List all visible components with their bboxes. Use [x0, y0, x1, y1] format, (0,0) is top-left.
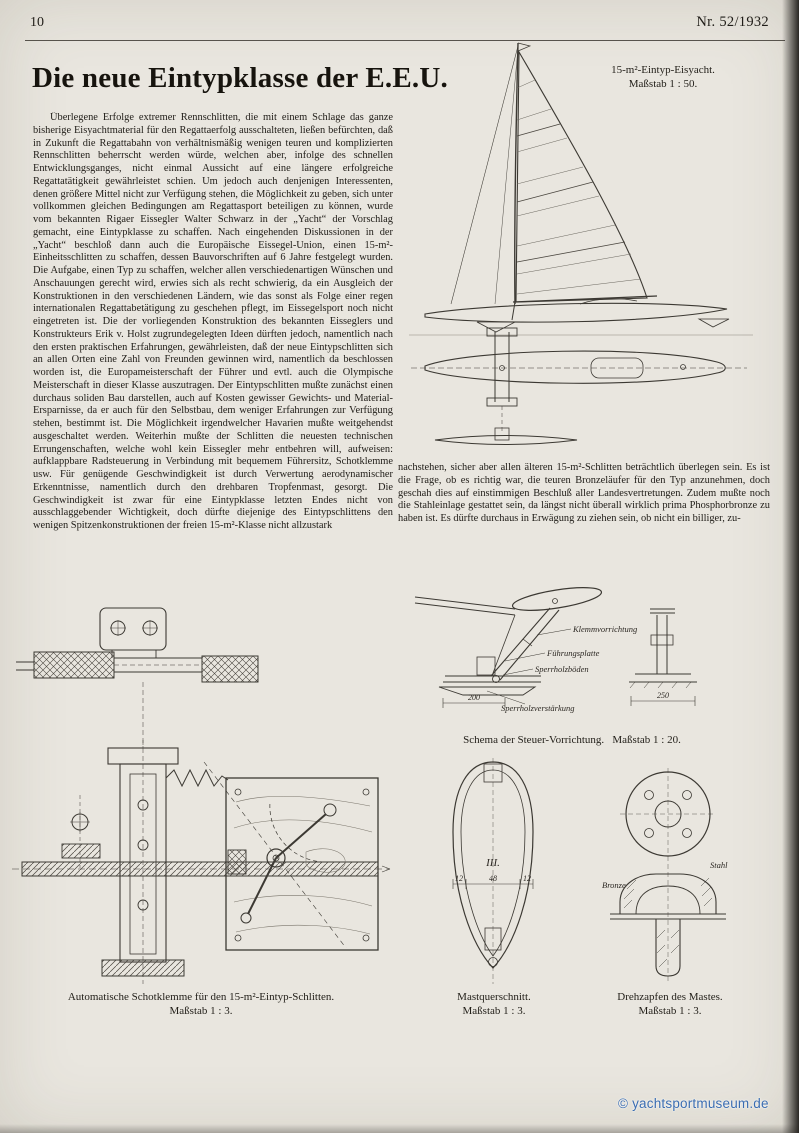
- label-klemmvorrichtung: Klemmvorrichtung: [573, 624, 638, 634]
- label-bronze: Bronze: [602, 880, 626, 890]
- article-body-right-column: nachstehen, sicher aber allen älteren 15-m²-Schlitten beträchtlich überlegen sein. Es ist die Frage, ob es richtig war, die teuren Bronzeläufer für den Typ anzunehmen, doch geschah dies auf einstimmigen Beschluß aller Landesvertretungen. Zudem mußte noch die Stahleinlage gestattet sein, da längst nicht überall wirklich prima Phosphorbronze zu haben ist. Es dürfte durchaus in Erwägung zu ziehen sein, ob nicht ein billiger, zu-: [398, 462, 770, 524]
- sheet-clamp-technical-drawing: [8, 600, 396, 988]
- mast-dim-mid: 48: [489, 874, 497, 883]
- yacht-caption-line2: Maßstab 1 : 50.: [628, 77, 698, 90]
- label-sperrholzverstaerkung: Sperrholzverstärkung: [501, 703, 575, 713]
- yacht-figure-caption: [558, 64, 768, 91]
- watermark: © yachtsportmuseum.de: [618, 1096, 769, 1111]
- scan-edge-right: [782, 0, 799, 1133]
- mast-dim-left: 12: [455, 874, 463, 883]
- mast-cross-section-drawing: [438, 756, 548, 986]
- issue-number: Nr. 52/1932: [696, 14, 769, 30]
- label-stahl: Stahl: [710, 860, 728, 870]
- yacht-caption-line1: 15-m²-Eintyp-Eisyacht.: [611, 64, 715, 76]
- mast-caption-line1: Mastquerschnitt.: [457, 991, 531, 1003]
- mast-dim-right: 12: [523, 874, 531, 883]
- steering-figure-caption: Schema der Steuer-Vorrichtung. Maßstab 1 : 20.: [463, 734, 681, 746]
- scan-edge-bottom: [0, 1124, 799, 1133]
- mast-section-roman-numeral: III.: [486, 857, 500, 869]
- pivot-caption-line2: Maßstab 1 : 3.: [638, 1004, 702, 1017]
- pivot-pin-caption: [588, 991, 752, 1018]
- ice-yacht-drawing: [395, 36, 770, 461]
- sheet-clamp-caption-line1: Automatische Schotklemme für den 15-m²-Eintyp-Schlitten.: [67, 991, 335, 1003]
- page-number: 10: [30, 15, 44, 30]
- label-fuehrungsplatte: Führungsplatte: [547, 648, 600, 658]
- article-title: Die neue Eintypklasse der E.E.U.: [32, 62, 448, 94]
- steering-mechanism-schematic: [405, 583, 735, 731]
- sheet-clamp-caption: [10, 991, 392, 1018]
- mast-section-caption: [418, 991, 570, 1018]
- label-sperrholzboeden: Sperrholzböden: [535, 664, 589, 674]
- pivot-caption-line1: Drehzapfen des Mastes.: [617, 991, 723, 1003]
- mast-caption-line2: Maßstab 1 : 3.: [462, 1004, 526, 1017]
- mast-pivot-pin-drawing: [598, 768, 738, 986]
- steering-dim-left: 200: [468, 693, 480, 702]
- sheet-clamp-caption-line2: Maßstab 1 : 3.: [169, 1004, 233, 1017]
- article-body-left-column: Überlegene Erfolge extremer Rennschlitten, die mit einem Schlage das ganze bisherige Eisyachtmaterial für den Regattaerfolg ausschalteten, ließen befürchten, daß in Zukunft die Regattabahn von verhältnismäßig wenigen teuren und komplizierten Rennschlitten beherrscht werden würde, welchen aber, infolge des schnellen Entwicklungsganges, nicht einmal Aussicht auf eine längere erfolgreiche Regattatätigkeit gewährleistet schien. Um jedoch auch denjenigen Interessenten, denen größere Mittel nicht zur Verfügung stehen, die Möglichkeit zu geben, sich unter vollkommen gleichen Bedingungen am Regattasport beteiligen zu können, wurde vom bekannten Rigaer Eissegler Walter Schwarz in der „Yacht“ der Vorschlag gemacht, eine Eintypklasse zu schaffen. Nach eingehenden Diskussionen in der „Yacht“ beschloß dann auch die Europäische Eissegel-Union, einen 15-m²-Einheitsschlitten zu schaffen, dessen Bauvorschriften auf 6 Jahre festgelegt wurden. Die Aufgabe, einen Typ zu schaffen, welcher allen verschiedenartigen Wünschen und Anschauungen gerecht wird, erwies sich als recht schwierig, da ein Ausgleich der Konstruktionen in den verschiedenen Ländern, wie das sonst als Folge einer regen internationalen Regattabetätigung zu geschehen pflegt, im Eissegelsport noch nicht eingetreten ist. Die der vorliegenden Konstruktion des bekannten Eisseglers und Konstrukteurs Erik v. Holst zugrundegelegten Ideen dürften jedoch, namentlich nach den ersten praktischen Erfahrungen, gewährleisten, daß der neue Eintypschlitten sich an allen Orten eine Zahl von Freunden gewinnen wird, namentlich da beschlossen worden ist, die Europameisterschaft der Führer und evtl. auch die Olympische Meisterschaft in dieser Klasse auszutragen. Der Eintypschlitten mußte zunächst einen durchaus soliden Bau darstellen, auch auf Kosten gewisser Gewichts- und Material-Ersparnisse, da er auch für den Selbstbau, dem weniger Erfahrungen zur Verfügung stehen, bestimmt ist. Die Möglichkeit irgendwelcher Havarien mußte weitgehendst ausgeschaltet werden. Weiterhin mußte der Schlitten die neuesten technischen Errungenschaften, welche wohl kein Eissegler mehr entbehren will, aufweisen: aufklappbare Radsteuerung in Verbindung mit bequemem Führersitz, Schotklemme usw. Für genügende Geschwindigkeit ist durch Verwertung aerodynamischer Erkenntnisse, namentlich durch den drehbaren Tropfenmast, gesorgt. Die Geschwindigkeit ist zwar für eine Eintypklasse letzten Endes nicht von ausschlaggebender Wichtigkeit, doch dürfte diejenige des Eintypschlittens den wenigen Spitzenkonstruktionen der freien 15-m²-Klasse nicht allzustark: [33, 112, 393, 531]
- steering-dim-right: 250: [657, 691, 669, 700]
